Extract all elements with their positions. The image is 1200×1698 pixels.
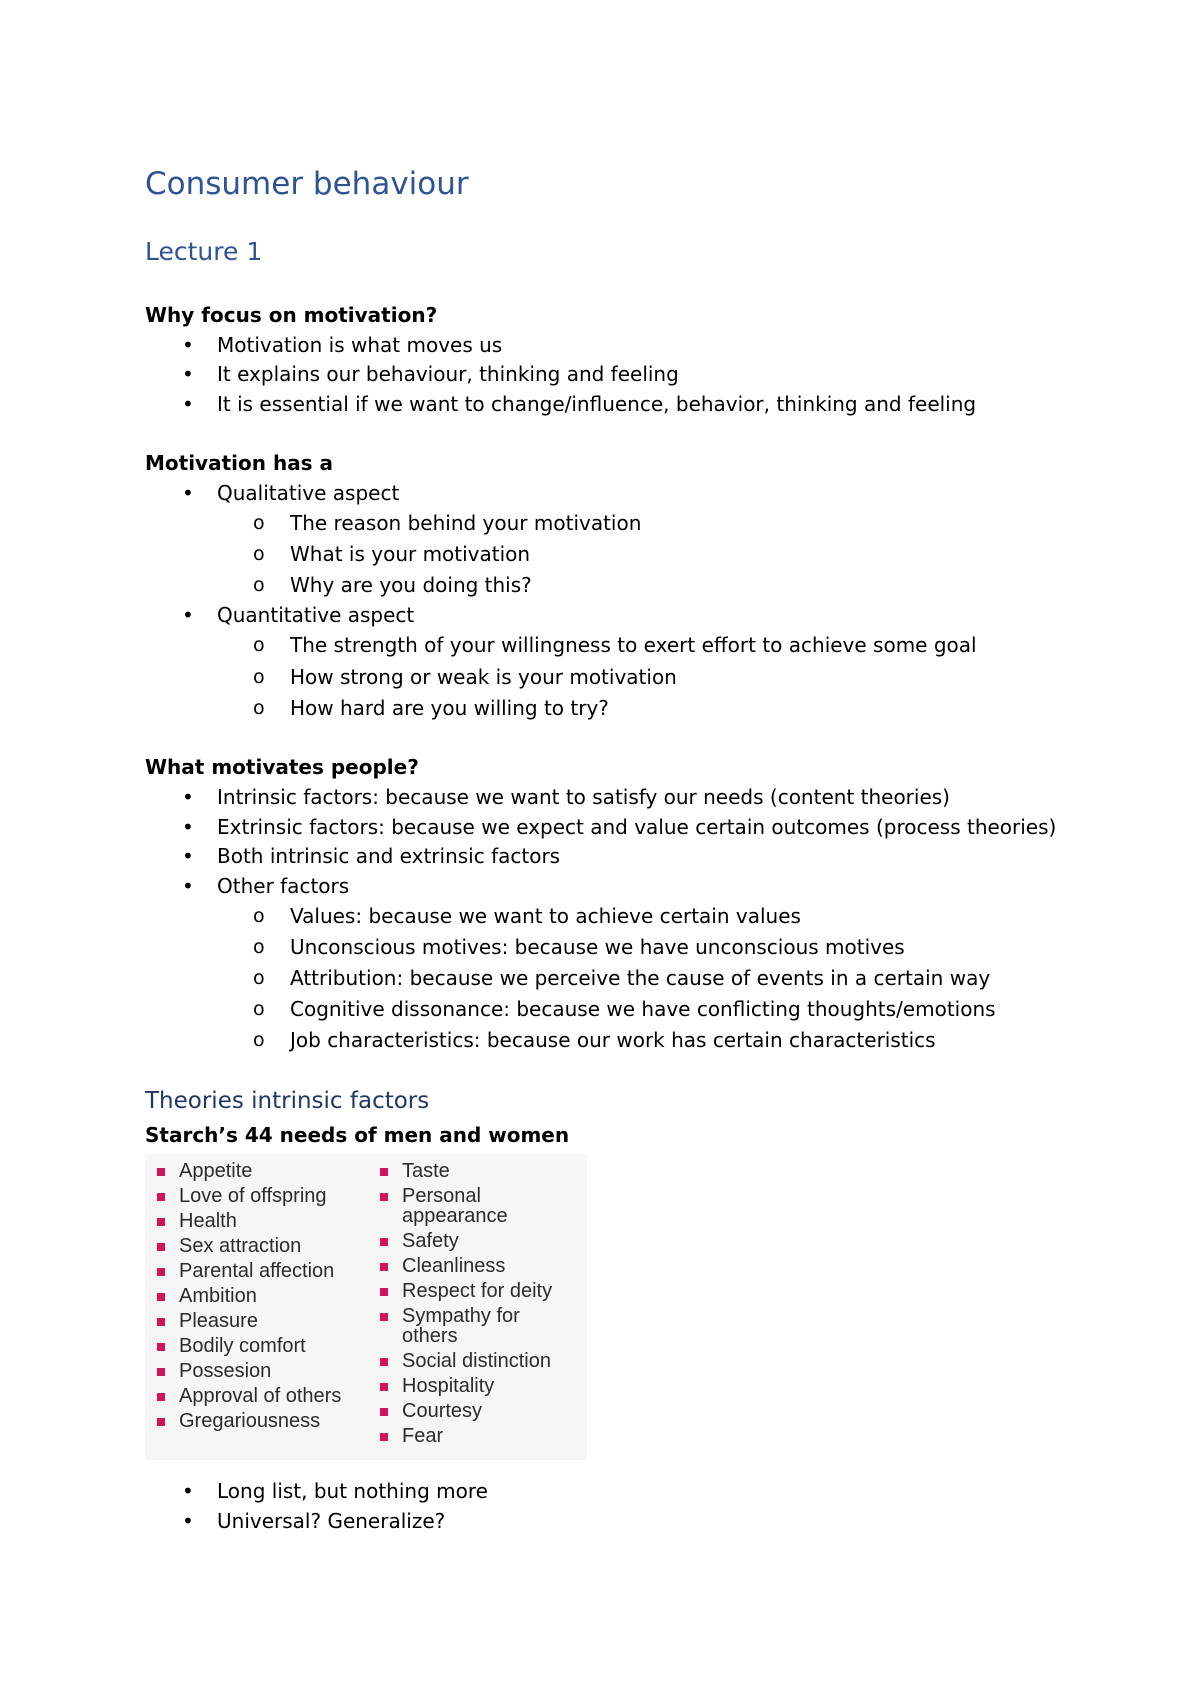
square-bullet-icon: [380, 1408, 388, 1416]
starch-needs-subheading: Starch’s 44 needs of men and women: [145, 1123, 570, 1147]
list-item: Quantitative aspect: [217, 603, 415, 627]
square-bullet-icon: [380, 1263, 388, 1271]
square-bullet-icon: [157, 1343, 165, 1351]
list-item: Both intrinsic and extrinsic factors: [217, 844, 561, 868]
need-item: Ambition: [179, 1285, 257, 1307]
sub-bullet-icon: o: [253, 512, 265, 534]
sub-bullet-icon: o: [253, 666, 265, 688]
list-item: Extrinsic factors: because we expect and value certain outcomes (process theories): [217, 815, 1057, 839]
section-heading-why-focus: Why focus on motivation?: [145, 303, 438, 327]
square-bullet-icon: [157, 1193, 165, 1201]
square-bullet-icon: [380, 1358, 388, 1366]
list-item: Universal? Generalize?: [217, 1509, 446, 1533]
sub-list-item: The strength of your willingness to exert effort to achieve some goal: [290, 633, 977, 657]
section-heading-what-motivates: What motivates people?: [145, 755, 419, 779]
need-item: Health: [179, 1210, 237, 1232]
need-item: Fear: [402, 1425, 444, 1447]
list-item: Qualitative aspect: [217, 481, 400, 505]
bullet-icon: •: [182, 785, 194, 809]
need-item: Hospitality: [402, 1375, 495, 1397]
square-bullet-icon: [157, 1268, 165, 1276]
need-item: Bodily comfort: [179, 1335, 306, 1357]
square-bullet-icon: [157, 1168, 165, 1176]
need-item: Parental affection: [179, 1260, 335, 1282]
square-bullet-icon: [157, 1368, 165, 1376]
bullet-icon: •: [182, 1479, 194, 1503]
square-bullet-icon: [157, 1218, 165, 1226]
sub-list-item: How hard are you willing to try?: [290, 696, 609, 720]
sub-bullet-icon: o: [253, 634, 265, 656]
sub-bullet-icon: o: [253, 998, 265, 1020]
list-item: It is essential if we want to change/influence, behavior, thinking and feeling: [217, 392, 977, 416]
lecture-heading: Lecture 1: [145, 237, 263, 266]
need-item: Sex attraction: [179, 1235, 302, 1257]
need-item: Cleanliness: [402, 1255, 506, 1277]
need-item-continuation: appearance: [402, 1205, 508, 1227]
sub-list-item: Cognitive dissonance: because we have conflicting thoughts/emotions: [290, 997, 996, 1021]
theories-heading: Theories intrinsic factors: [145, 1088, 430, 1114]
need-item: Pleasure: [179, 1310, 258, 1332]
need-item: Sympathy for: [402, 1305, 520, 1327]
sub-list-item: The reason behind your motivation: [290, 511, 642, 535]
list-item: Intrinsic factors: because we want to satisfy our needs (content theories): [217, 785, 950, 809]
square-bullet-icon: [380, 1193, 388, 1201]
sub-bullet-icon: o: [253, 543, 265, 565]
square-bullet-icon: [380, 1238, 388, 1246]
sub-list-item: Job characteristics: because our work has certain characteristics: [290, 1028, 936, 1052]
needs-figure: [145, 1154, 587, 1460]
bullet-icon: •: [182, 844, 194, 868]
sub-list-item: Why are you doing this?: [290, 573, 532, 597]
sub-list-item: Values: because we want to achieve certain values: [290, 904, 801, 928]
need-item: Safety: [402, 1230, 459, 1252]
bullet-icon: •: [182, 362, 194, 386]
list-item: Motivation is what moves us: [217, 333, 503, 357]
need-item: Social distinction: [402, 1350, 551, 1372]
need-item-continuation: others: [402, 1325, 458, 1347]
sub-list-item: What is your motivation: [290, 542, 531, 566]
need-item: Respect for deity: [402, 1280, 553, 1302]
section-heading-motivation-has: Motivation has a: [145, 451, 334, 475]
sub-list-item: Unconscious motives: because we have unconscious motives: [290, 935, 905, 959]
list-item: It explains our behaviour, thinking and feeling: [217, 362, 679, 386]
square-bullet-icon: [380, 1383, 388, 1391]
bullet-icon: •: [182, 1509, 194, 1533]
need-item: Personal: [402, 1185, 481, 1207]
list-item: Long list, but nothing more: [217, 1479, 488, 1503]
sub-bullet-icon: o: [253, 905, 265, 927]
square-bullet-icon: [157, 1293, 165, 1301]
square-bullet-icon: [380, 1313, 388, 1321]
bullet-icon: •: [182, 392, 194, 416]
sub-bullet-icon: o: [253, 697, 265, 719]
need-item: Gregariousness: [179, 1410, 321, 1432]
sub-bullet-icon: o: [253, 967, 265, 989]
square-bullet-icon: [157, 1318, 165, 1326]
sub-list-item: How strong or weak is your motivation: [290, 665, 677, 689]
need-item: Approval of others: [179, 1385, 342, 1407]
bullet-icon: •: [182, 603, 194, 627]
need-item: Courtesy: [402, 1400, 483, 1422]
square-bullet-icon: [157, 1393, 165, 1401]
need-item: Appetite: [179, 1160, 253, 1182]
bullet-icon: •: [182, 333, 194, 357]
list-item: Other factors: [217, 874, 350, 898]
need-item: Possesion: [179, 1360, 272, 1382]
bullet-icon: •: [182, 481, 194, 505]
square-bullet-icon: [157, 1243, 165, 1251]
bullet-icon: •: [182, 874, 194, 898]
sub-list-item: Attribution: because we perceive the cause of events in a certain way: [290, 966, 991, 990]
square-bullet-icon: [380, 1168, 388, 1176]
need-item: Taste: [402, 1160, 450, 1182]
bullet-icon: •: [182, 815, 194, 839]
document-title: Consumer behaviour: [145, 166, 469, 202]
sub-bullet-icon: o: [253, 574, 265, 596]
square-bullet-icon: [380, 1433, 388, 1441]
sub-bullet-icon: o: [253, 1029, 265, 1051]
need-item: Love of offspring: [179, 1185, 327, 1207]
sub-bullet-icon: o: [253, 936, 265, 958]
square-bullet-icon: [157, 1418, 165, 1426]
square-bullet-icon: [380, 1288, 388, 1296]
